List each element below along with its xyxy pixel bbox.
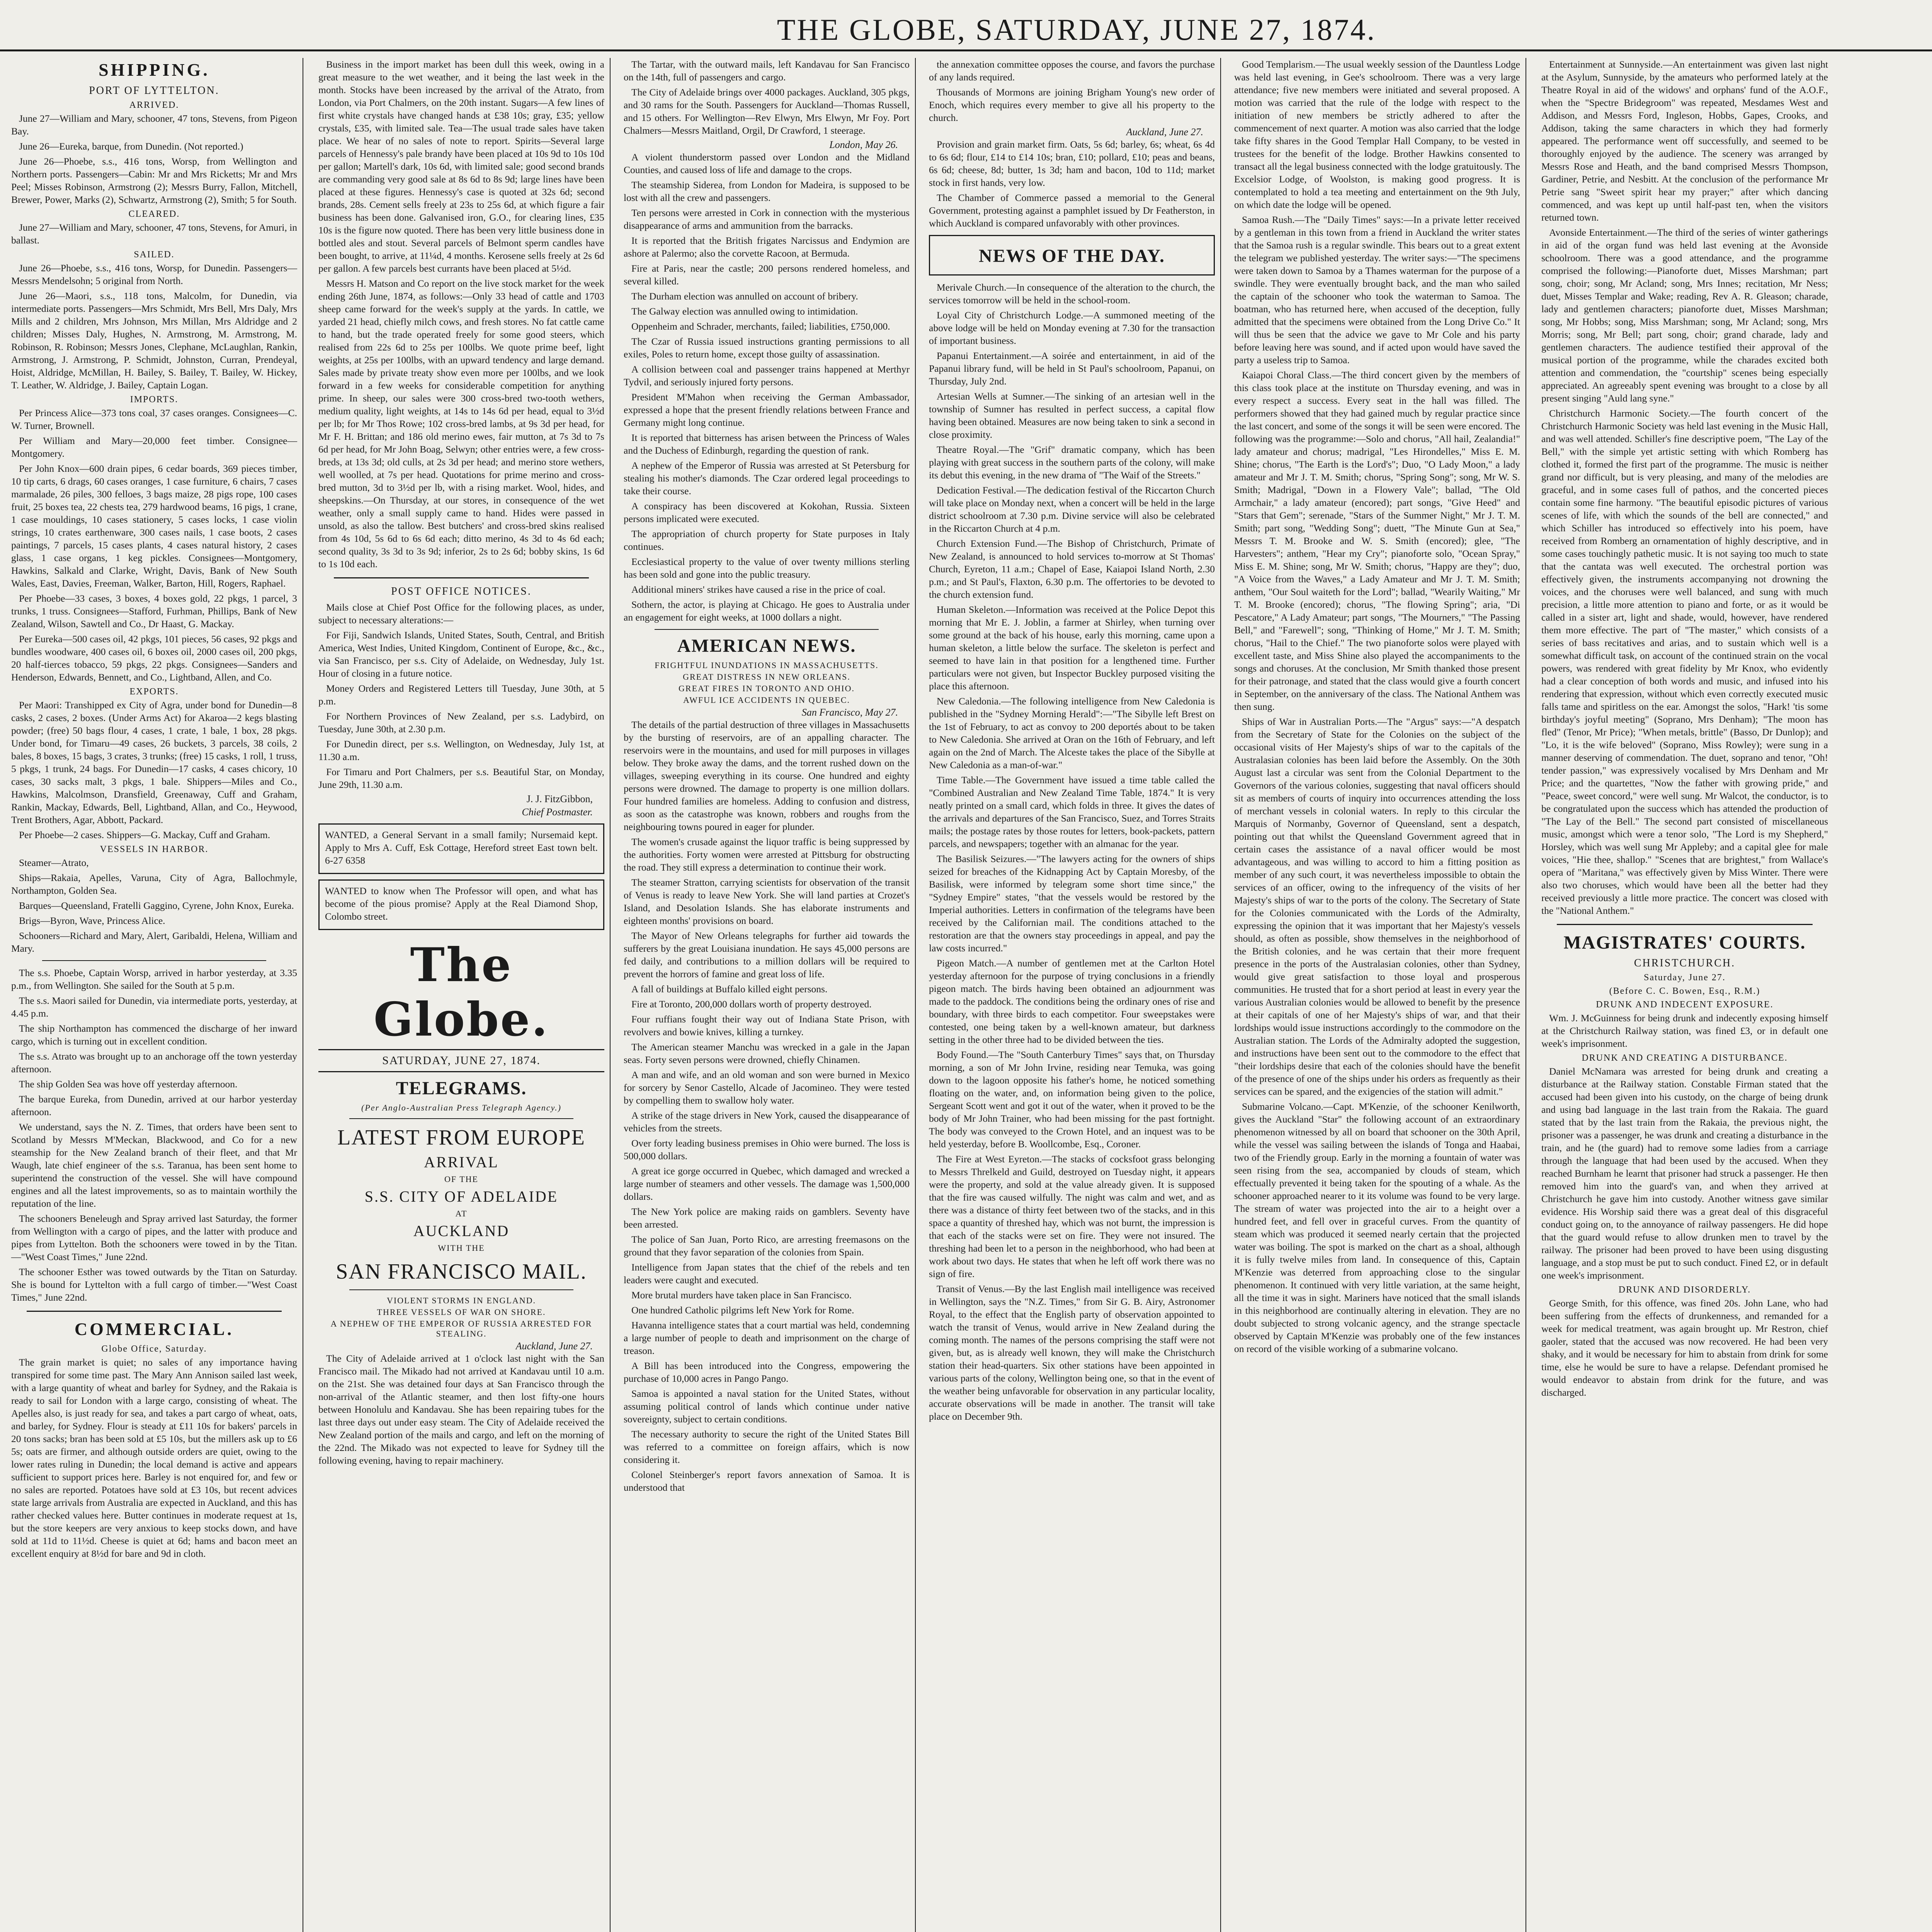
american-text: One hundred Catholic pilgrims left New York for Rome. [631, 1304, 854, 1316]
news-item: Loyal City of Christchurch Lodge.—A summoned meeting of the above lodge will be held on Monday evening at 7.30 for the transaction of important business. [929, 310, 1215, 346]
headline: S.S. CITY OF ADELAIDE [364, 1188, 558, 1205]
exports-item: Per Maori: Transhipped ex City of Agra, under bond for Dunedin—8 casks, 2 cases, 2 boxes. (Under Arms Act) for Akaroa—2 kegs blasting powder; (free) 50 bags flour, 4 cases, 1 crate, 1 bale, 1 box, 28 pkgs. Under bond, for Timaru—49 cases, 26 buckets, 3 parcels, 38 coils, 2 bales, 8 boxes, 15 bags, 3 crates, 3 trunks; (free) 15 casks, 1 roll, 1 truss, 5 pkgs, 1 trunk, 24 bags. For Dunedin—17 casks, 4 cases chicory, 10 cases, 30 sacks malt, 3 pkgs, 1 bale. Shippers—Miles and Co., Hawkins, Malcolmson, Dransfield, Greenaway, Cuff and Graham, Rankin, Mackay, Edwards, Bell, Lightband, Allan, and Co., Heywood, Trent Brothers, Agar, Abbott, Packard. [11, 699, 297, 825]
court-date: Saturday, June 27. [1644, 973, 1726, 983]
shipping-news: The ship Golden Sea was hove off yesterday afternoon. [19, 1078, 238, 1090]
exports-heading: EXPORTS. [129, 687, 179, 697]
port-heading: PORT OF LYTTELTON. [89, 85, 219, 97]
arrived-item: June 26—Eureka, barque, from Dunedin. (Not reported.) [19, 141, 243, 152]
news-item: Artesian Wells at Sumner.—The sinking of an artesian well in the township of Sumner has resulted in perfect success, a capital flow having been obtained. Measures are now being taken to sink a second in close proximity. [929, 391, 1215, 440]
news-item: Papanui Entertainment.—A soirée and entertainment, in aid of the Papanui library fund, will be held in St Paul's schoolroom, Papanui, on Thursday, July 2nd. [929, 350, 1215, 387]
telegram-text: The Durham election was annulled on account of bribery. [631, 291, 858, 302]
headline: AUCKLAND [413, 1222, 510, 1240]
case-heading: DRUNK AND DISORDERLY. [1618, 1285, 1751, 1295]
news-of-the-day-heading: NEWS OF THE DAY. [979, 246, 1165, 266]
news-item: Kaiapoi Choral Class.—The third concert given by the members of this class took place at the institute on Thursday evening, and was in every respect a success. Every seat in the hall was filled. The performers showed that they had gained much by regular practice since the last concert, and some of the songs it will be seen were encored. The following was the programme:—Solo and chorus, "All hail, Zealandia!" lady amateur and chorus; madrigal, "Les Hirondelles," Miss E. M. Shine; chorus, "The Earth is the Lord's"; Duo, "O Lady Moon," a lady amateur and Mr J. T. M. Smith; chorus, "Spring Song"; song, Mr W. S. Smith; Madrigal, "Down in a Flowery Vale"; ballad, "The Old Armchair," a lady amateur (encored); part songs, "Give Heed" and "Stars that Gem"; serenade, "Stars of the Summer Night," Mr J. T. M. Smith; part song, "Wedding Song"; duett, "The Minute Gun at Sea," Messrs T. M. Brooke and W. S. Smith (encored); glee, "The Harvesters"; anthem, "Hear my Cry"; pianoforte solo, "Ocean Spray," Miss E. M. Shine; song, Mr W. Smith; chorus, "Happy are they"; duo, "A Voice from the Waves," a Lady Amateur and Mr J. T. M. Smith; anthem, "Our Soul waiteth for the Lord"; ballad, "Wearily Waiting," Mr T. M. Brooke (encored); chorus, "The flowing Spring"; aria, "Di Pescatore," A Lady Amateur; part songs, "The Mourners," "The Passing Bell," and "Farewell"; song, "Thinking of Home," Mr J. T. M. Smith; chorus, "Hail to the Chief." The two pianoforte solos were played with excellent taste, and Miss Shine also played the accompaniments to the songs and choruses. At the conclusion, Mr Smith thanked those present for their patronage, and stated that the class would give a fourth concert in September, on the anniversary of the class. The National Anthem was then sung. [1234, 369, 1520, 712]
divider [334, 577, 589, 578]
news-item: Church Extension Fund.—The Bishop of Christchurch, Primate of New Zealand, is announced to hold services to-morrow at St Thomas' Church, Eyreton, 11 a.m.; Chapel of Ease, Kaiapoi Island North, 2.30 p.m.; and St Paul's, Flaxton, 6.30 p.m. The offertories to be devoted to the church extension fund. [929, 538, 1215, 600]
imports-item: Per Princess Alice—373 tons coal, 37 cases oranges. Consignees—C. W. Turner, Brownell. [11, 407, 297, 431]
news-item: Entertainment at Sunnyside.—An entertainment was given last night at the Asylum, Sunnyside, by the amateurs who performed lately at the Theatre Royal in aid of the widows' and orphans' fund of the A.O.F., when the "Spectre Bridegroom" was repeated, Mesdames West and Addison, and Messrs Ford, Ingleson, Hobbs, Gapes, Crooks, and Addison, taking the same characters in which they had formerly appeared. The performance went off successfully, and seemed to be thoroughly enjoyed by the audience. The scenery was arranged by Messrs Rose and Heath, and the band comprised Messrs Thompson, Gardiner, Petrie, and Nesbitt. At the conclusion of the performance Mr Petrie sang "Sweet spirit hear my prayer;" after which dancing commenced, and was kept up until half-past ten, when the visitors returned town. [1541, 59, 1828, 223]
shipping-news: The schooner Esther was towed outwards by the Titan on Saturday. She is bound for Lyttelton with a full cargo of timber.—"West Coast Times," June 22nd. [11, 1266, 297, 1303]
post-office-text: Mails close at Chief Post Office for the following places, as under, subject to necessary alterations:— [318, 602, 604, 626]
telegram-text: A conspiracy has been discovered at Kokohan, Russia. Sixteen persons implicated were executed. [624, 500, 910, 524]
headline: SAN FRANCISCO MAIL. [336, 1260, 587, 1284]
shipping-news: The barque Eureka, from Dunedin, arrived at our harbor yesterday afternoon. [11, 1094, 297, 1117]
telegram-text: The City of Adelaide brings over 4000 packages. Auckland, 305 pkgs, and 30 rams for the South. Passengers for Auckland—Thomas Russell, and 15 others. For Wellington—Rev Elwyn, Mrs Elwyn, Mr Foy. Port Chalmers—Messrs Maitland, Orgil, Dr Crawford, 1 steerage. [624, 87, 910, 136]
american-text: The New York police are making raids on gamblers. Seventy have been arrested. [624, 1206, 910, 1230]
telegram-text: The City of Adelaide arrived at 1 o'clock last night with the San Francisco mail. The Mikado had not arrived at Kandavau until 10 a.m. on the 21st. She was detained four days at San Francisco through the non-arrival of the Atlantic steamer, and then lost fifty-one hours between Honolulu and Kandavau. She has been repairing tubes for the last three days out under easy steam. The City of Adelaide received the New Zealand portion of the mails and cargo, and left on the morning of the 22nd. The Mikado was not expected to leave for Sydney till the following evening, having to repair machinery. [318, 1353, 604, 1466]
american-text: Thousands of Mormons are joining Brigham Young's new order of Enoch, which requires every member to give all his property to the church. [929, 87, 1215, 123]
case-heading: DRUNK AND INDECENT EXPOSURE. [1596, 1000, 1774, 1010]
news-item: Human Skeleton.—Information was received at the Police Depot this morning that Mr E. J. Joblin, a farmer at Shirley, when turning over some ground at the back of his house, early this morning, came upon a human skeleton, a little below the surface. The skeleton is perfect and seemed to have lain in that position for a lengthened time. Further particulars were not given, but Inspector Buckley purposed visiting the place this afternoon. [929, 604, 1215, 692]
exports-item: Per Phoebe—2 cases. Shippers—G. Mackay, Cuff and Graham. [19, 829, 270, 840]
american-news-heading: AMERICAN NEWS. [677, 636, 856, 656]
dateline: San Francisco, May 27. [801, 707, 898, 718]
telegram-text: It is reported that bitterness has arisen between the Princess of Wales and the Duchess of Edinburgh, regarding the question of rank. [624, 432, 910, 456]
american-text: A man and wife, and an old woman and son were burned in Mexico for sorcery by Senor Castello, Alcade of Jacomineo. They were tested by compelling them to swallow holy water. [624, 1069, 910, 1106]
imports-item: Per John Knox—600 drain pipes, 6 cedar boards, 369 pieces timber, 10 tip carts, 6 drags, 60 cases oranges, 1 case furniture, 6 chairs, 7 cases marmalade, 26 piles, 300 felloes, 3 bags maize, 28 pigs rope, 100 cases fruit, 25 boxes tea, 22 chests tea, 279 hardwood beams, 16 pigs, 1 crane, 1 case mouldings, 10 cases stationery, 5 cases locks, 1 case violin strings, 10 crates earthenware, 300 cases nails, 1 case boots, 2 cases paintings, 7 parcels, 15 cases plants, 4 cases natural history, 2 cases glass, 1 case organs, 1 keg pickles. Consignees—Montgomery, Hawkins, Salkald and Clarke, Wright, Davis, Bank of New South Wales, East, Davies, Freeman, Walker, Barton, Hill, Rogers, Raphael. [11, 463, 297, 589]
postmaster-signature: J. J. FitzGibbon, [526, 793, 593, 804]
imports-heading: IMPORTS. [130, 395, 179, 405]
arrived-item: June 26—Phoebe, s.s., 416 tons, Worsp, from Wellington and Northern ports. Passengers—Cabin: Mr and Mrs Ricketts; Mr and Mrs Peel; Misses Robinson, Armstrong (2); Messrs Burry, Fallon, Mitchell, Brewer, Power, Marks (2), Schwartz, Armstrong (2), Smith; 5 for South. [11, 156, 297, 205]
american-text: Intelligence from Japan states that the chief of the rebels and ten leaders were caught and executed. [624, 1262, 910, 1286]
telegram-text: The Czar of Russia issued instructions granting permissions to all exiles, Poles to return home, except those guilty of assassination. [624, 336, 910, 360]
headline: WITH THE [438, 1243, 485, 1253]
news-item: Time Table.—The Government have issued a time table called the "Combined Australian and New Zealand Time Table, 1874." It is very neatly printed on a small card, which folds in three. It gives the dates of the arrivals and departures of the San Francisco, Suez, and Torres Straits mails; the postage rates by those routes for letters, book-packets, pattern parcels, and newspapers; together with an almanac for the year. [929, 774, 1215, 849]
news-item: Body Found.—The "South Canterbury Times" says that, on Thursday morning, a son of Mr John Irvine, residing near Temuka, was going down to the lagoon opposite his father's home, he noticed something floating on the water, and, on information being given to the police, Sergeant Scott went and got it out of the water, when it proved to be the body of Mr John Trainer, who had been missing for the past fortnight. The body was conveyed to the Crown Hotel, and an inquest was to be held yesterday, before B. Woollcombe, Esq., Coroner. [929, 1049, 1215, 1150]
shipping-news: The s.s. Phoebe, Captain Worsp, arrived in harbor yesterday, at 3.35 p.m., from Wellington. She sailed for the South at 5 p.m. [11, 967, 297, 991]
telegrams-heading: TELEGRAMS. [396, 1078, 527, 1099]
post-office-text: For Northern Provinces of New Zealand, per s.s. Ladybird, on Tuesday, June 30th, at 2.30 p.m. [318, 711, 604, 735]
commercial-text: The grain market is quiet; no sales of any importance having transpired for some time past. The Mary Ann Annison sailed last week, with a large quantity of wheat and barley for Sydney, and the Rakaia is ready to sail for London with a large cargo, consisting of wheat. The Apelles also, is just ready for sea, and takes a part cargo of wheat, oats, and barley, for Sydney. Flour is steady at £11 10s for bakers' parcels in 20 tons sacks; bran has been sold at £5 10s, but the millers ask up to £6 5s; oats are firmer, and although outside orders are quiet, owing to the lower rates ruling in Dunedin; the local demand is active and appears sufficient to support prices here. Barley is not enquired for, and few or no sales are reported. Potatoes have sold at £3 10s, but recent advices state large arrivals from Australia are expected in Auckland, and this has rather checked values here. Butter continues in moderate request at 1s, but the store keepers are very anxious to keep stocks down, and have sold at 11d to 11½d. Cheese is quiet at 6d; hams and bacon meet an excellent enquiry at 8½d for bare and 9d in cloth. [11, 1357, 297, 1559]
divider [42, 960, 266, 961]
shipping-news: The s.s. Maori sailed for Dunedin, via intermediate ports, yesterday, at 4.45 p.m. [11, 995, 297, 1019]
american-text: Four ruffians fought their way out of Indiana State Prison, with revolvers and bowie knives, killing a turnkey. [624, 1014, 910, 1037]
subheadline: GREAT DISTRESS IN NEW ORLEANS. [683, 672, 850, 682]
headline: LATEST FROM EUROPE [337, 1126, 585, 1150]
telegram-text: Additional miners' strikes have caused a rise in the price of coal. [631, 584, 886, 595]
column-6 [1536, 58, 1833, 1932]
news-item: Transit of Venus.—By the last English mail intelligence was received in Wellington, says the "N.Z. Times," from Sir G. B. Airy, Astronomer Royal, to the effect that the English party of observation appointed to watch the transit of Venus, would arrive in New Zealand during the coming month. The names of the persons comprising the staff were not given, but, as is already well known, they will make the Christchurch station their head-quarters. Six other stations have been appointed in various parts of the colony, Wellington being one, so that in the event of the weather being unfavorable for observation in any particular locality, accurate observations will be made in another. The transit will take place on December 9th. [929, 1283, 1215, 1422]
column-3 [618, 58, 916, 1932]
sailed-item: June 26—Phoebe, s.s., 416 tons, Worsp, for Dunedin. Passengers—Messrs Mendelsohn; 5 original from North. [11, 262, 297, 286]
post-office-text: For Fiji, Sandwich Islands, United States, South, Central, and British America, West Indies, United Kingdom, Continent of Europe, &c., &c., via San Francisco, per s.s. City of Adelaide, on Wednesday, July 1st. Hour of closing in a future notice. [318, 629, 604, 679]
news-item: The Basilisk Seizures.—"The lawyers acting for the owners of ships seized for breaches of the Kidnapping Act by Captain Moresby, of the Basilisk, were informed by telegram some short time since," the "Sydney Empire" states, "that the vessels would be restored by the Imperial authorities. Letters in confirmation of the telegrams have been received by the Californian mail. The conditions attached to the restoration are that the owners stay proceedings in appeal, and pay the law costs incurred." [929, 853, 1215, 954]
post-office-text: For Dunedin direct, per s.s. Wellington, on Wednesday, July 1st, at 11.30 a.m. [318, 738, 604, 762]
case-text: Wm. J. McGuinness for being drunk and indecently exposing himself at the Christchurch Railway station, was fined £3, or in default one week's imprisonment. [1541, 1012, 1828, 1049]
news-item: Avonside Entertainment.—The third of the series of winter gatherings in aid of the organ fund was held last evening at the Avonside schoolroom. There was a good attendance, and the programme comprised the following:—Pianoforte duet, Misses Marshman; part song, choir; song, Mr Acland; song, Mrs Innes; recitation, Mr Ness; duet, Misses Templar and Wake; reading, Rev A. R. Gleason; charade, lady and gentlemen characters; pianoforte duet, Misses Marshman; song, Mr Hobbs; song, Miss Marshman; song, Mr Acland; song, Mrs Morris; song, Mr Bell; part song, choir; grand charade, lady and gentlemen characters. The audience testified their approval of the musical portion of the programme, while the charades excited both attention and commendation, the "courtship" scenes being especially appreciated. An agreeably spent evening was brought to a close by all present singing "Auld lang syne." [1541, 227, 1828, 404]
ad-text: WANTED to know when The Professor will open, and what has become of the pious promise? Apply at the Real Diamond Shop, Colombo street. [325, 885, 598, 922]
news-item: The Fire at West Eyreton.—The stacks of cocksfoot grass belonging to Messrs Threlkeld and Guild, destroyed on Tuesday night, it appears were the property, and sold at the value already given. It is supposed that the fire was caused wilfully. The night was calm and wet, and as there was a distance of thirty feet between two of the stacks, and in this space a quantity of threshed hay, which was not burnt, the impression is that each of the stacks were set on fire. They were not insured. The threshing had been let to a person in the neighborhood, who had been at work about two days. He states that when he left off work there was no sign of fire. [929, 1153, 1215, 1279]
commercial-text: Business in the import market has been dull this week, owing in a great measure to the wet weather, and it being the last week in the month. Stocks have been increased by the arrival of the Atrato, from London, via Port Chalmers, on the 20th instant. Sugars—A few lines of first white crystals have changed hands at £38 10s; gray, £35; yellow crystals, £35, with limited sale. Tea—The usual trade sales have taken place. We hear of no sales of note to report. Spirits—Several large parcels of Hennessy's pale brandy have been placed at 10s 9d to 10s 10d per gallon; Martell's dark, 10s 6d, with limited sale; good second brands are commanding very good sale at 8s 6d to 8s 9d; large lines have been placed at these figures. Hennessy's case is quoted at 32s 6d; second brands, 28s. Cement sells freely at 23s to 25s 6d, at which figure a fair business has been done. Galvanised iron, G.O., for clearing lines, £35 10s is the figure now quoted. There has been very little business done in bottled ales and stout. Several parcels of Belmont sperm candles have been bought, to arrive, at 11¼d, 4 months. Kerosene sells freely at 2s 6d per gallon. A few parcels best currants have been placed at 5½d. [318, 59, 604, 274]
news-item: Good Templarism.—The usual weekly session of the Dauntless Lodge was held last evening, in Gee's schoolroom. There was a very large attendance; five new members were initiated and several proposed. A motion was carried that the rule of the lodge with respect to the initiation of new members be strictly adhered to after the commencement of next quarter. A motion was also carried that the lodge take fifty shares in the Good Templar Hall Company, to be vested in trustees for the benefit of the lodge. Brother Hawkins consented to transact all the legal business connected with the lodge gratuitously. The Excelsior Lodge, of Woolston, is making good progress. It is contemplated to hold a tea meeting and entertainment on the 9th July, on which date the lodge will be opened. [1234, 59, 1520, 210]
telegram-text: Fire at Paris, near the castle; 200 persons rendered homeless, and several killed. [624, 263, 910, 287]
column-1 [6, 58, 303, 1932]
livestock-report: Messrs H. Matson and Co report on the live stock market for the week ending 26th June, 1874, as follows:—Only 33 head of cattle and 1703 sheep came forward for the week's supply at the yards. In cattle, we yarded 21 head, chiefly milch cows, and fresh stores. No fat cattle came to hand, but the trade operated freely for some good steers, which realised from 22s 6d to 25s per 100lbs. We quote prime beef, light weights, at 25s per 100lbs, with an upward tendency and large demand. Sales made by private treaty show even more per 100lbs, and we look forward in a few weeks for considerable competition for anything prime. In sheep, our sales were 300 cross-bred two-tooth wethers, medium quality, light weights, at 14s to 14s 6d per head, equal to 3½d per lb; for Mr Thos Rowe; 102 cross-bred lambs, at 9s 3d per head, for Mr F. H. Brittan; and 186 old merino ewes, fair mutton, at 7s 3d to 7s 6d per head, for Mr John Boag, Selwyn; other entries were, a few cross-breds, at 13s 3d; old culls, at 2s 3d per head; and merino store wethers, well woolled, at 7s per head. Quotations for prime merino and cross-bred mutton, 3d to 3½d per lb, with a rising market. Wool, hides, and sheepskins.—On Thursday, at our stores, in consequence of the wet weather, only a small supply came to hand. Hides were passed in unsold, as also the tallow. Best butchers' and cross-bred skins realised from 4s 10d, 5s 6d to 6s 6d each; ditto merino, 4s 3d to 4s 6d each; second quality, 3s 3d to 3s 9d; inferior, 2s to 2s 6d; bobby skins, 1s 6d to 1s 10d each. [318, 278, 604, 570]
shipping-news: The ship Northampton has commenced the discharge of her inward cargo, which is turning out in excellent condition. [11, 1023, 297, 1047]
telegram-text: President M'Mahon when receiving the German Ambassador, expressed a hope that the present friendly relations between France and Germany might long continue. [624, 391, 910, 428]
case-text: Daniel McNamara was arrested for being drunk and creating a disturbance at the Railway station. Constable Firman stated that the accused had been given into his custody, on the charge of being drunk and using bad language in the last train from the Rakaia. The guard stated that by the last train from the Rakaia, the previous night, the prisoner was a passenger, he was drunk and creating a disturbance in the train, and he (the guard) had to remove some ladies from a carriage through the language that had been used by the accused. When they reached Burnham he learnt that prisoner had struck a passenger. He then removed him into the guard's van, and when they arrived at Christchurch he gave him into custody. Another witness gave similar evidence. His Worship said there was a great deal of this disgraceful conduct going on, to the annoyance of railway passengers. He did hope that the guard would refuse to allow drunken men to travel by the railway. The prisoner had been proved to have been using disgusting language, and a stop must be put to such conduct. Fined £2, or in default one week's imprisonment. [1541, 1066, 1828, 1281]
shipping-news: The s.s. Atrato was brought up to an anchorage off the town yesterday afternoon. [11, 1051, 297, 1075]
post-office-heading: POST OFFICE NOTICES. [391, 585, 532, 597]
telegram-text: The steamship Siderea, from London for Madeira, is supposed to be lost with all the crew and passengers. [624, 179, 910, 203]
subheadline: AWFUL ICE ACCIDENTS IN QUEBEC. [683, 695, 850, 705]
imports-item: Per Phoebe—33 cases, 3 boxes, 4 boxes gold, 22 pkgs, 1 parcel, 3 trunks, 1 truss. Consignees—Stafford, Furhman, Phillips, Bank of New Zealand, Wilson, Sawtell and Co., Dr Haast, G. Mackay. [11, 593, 297, 629]
news-heading-box [929, 235, 1215, 276]
advertisement [318, 823, 604, 874]
shipping-news: We understand, says the N. Z. Times, that orders have been sent to Scotland by Messrs M'Meckan, Blackwood, and Co for a new steamship for the New Zealand branch of their fleet, and that Mr Waugh, late chief engineer of the s.s. Taranua, has been sent home to superintend the construction of the vessel. She will have compound engines and all the latest improvements, so as to maintain worthily the reputation of the line. [11, 1121, 297, 1209]
telegram-text: Provision and grain market firm. Oats, 5s 6d; barley, 6s; wheat, 6s 4d to 6s 6d; flour, £14 to £14 10s; bran, £10; pollard, £10; peas and beans, 6s 6d; cheese, 8d; butter, 1s 3d; ham and bacon, 10d to 11d; market stock in first hands, very low. [929, 139, 1215, 188]
cleared-heading: CLEARED. [128, 209, 180, 219]
american-text: The women's crusade against the liquor traffic is being suppressed by the authorities. Forty women were arrested at Pittsburg for obstructing the road. They still express a determination to continue their work. [624, 836, 910, 873]
news-item: Christchurch Harmonic Society.—The fourth concert of the Christchurch Harmonic Society was held last evening in the Music Hall, and was well attended. Schiller's fine descriptive poem, "The Lay of the Bell," with the simple yet artistic setting with which Romberg has clothed it, formed the first part of the programme. The music is neither grand nor difficult, but is very pleasing, and many of the melodies are graceful, and in some cases full of pathos, and the concerted pieces contain some fine harmony. "The beautiful episodic pictures of various scenes of life, with which the sounds of the bell are connected," and which Schiller has introduced so effectively into his poem, have received from Romberg an ornamentation of highly descriptive, and in some cases touchingly pathetic music. It is not saying too much to state that the cantata was well executed. The orchestral portion was effectively given, the instruments accompanying not drowning the voices, and the choruses were well balanced, and sung with much precision, a little more attention to piano and forte, or as it would be called in a sister art, light and shade, would, however, have rendered them more effective. The part of "The master," which consists of a series of bass recitatives and arias, and to sustain which well is a somewhat difficult task, on account of the continued strain on the vocal powers, was rendered with great fidelity by Mr Knox, who evidently had a clear conception of both words and music, and infused into his rendering that expression, without which even correctly executed music falls tame and spiritless on the ear. Amongst the solos, "Hark! 'tis some birthday's joyful meeting" (Soprano, Mrs Denham); "The moon has fled" (Tenor, Mr Price); "When metals, brittle" (Basso, Dr Dunlop); and "Lo, it is the wife beloved" (Soprano, Miss Rowley); were sung in a manner deserving of commendation. The duet, soprano and tenor, "Oh! tender passion," was expressively vocalised by Mrs Denham and Mr Price; and the quartettes, "Now the father with growing pride," and "Peace, sweet concord," were well sung. Mr Walcot, the conductor, is to be congratulated upon the success which has attended the production of "The Lay of the Bell." The second part consisted of miscellaneous music, amongst which were a tenor solo, "The Lord is my Shepherd," Horsley, which was well sung Mr Appleby; and a capital glee for male voices, "Hie thee, shallop." "Scenes that are brightest," from Wallace's opera of "Maritana," was effectively given by Miss Winter. There were also two choruses, which would have been all the better had they received previously a little more practice. The concert was closed with the "National Anthem." [1541, 408, 1828, 916]
telegram-text: The Galway election was annulled owing to intimidation. [631, 306, 858, 317]
american-text: The steamer Stratton, carrying scientists for observation of the transit of Venus is ready to leave New York. She will land parties at Crozet's Island, and Desolation Islands. She has elaborate instruments and eighteen months' provisions on board. [624, 877, 910, 926]
divider [1557, 924, 1813, 925]
dateline: Auckland, June 27. [515, 1340, 593, 1352]
news-item: Samoa Rush.—The "Daily Times" says:—In a private letter received by a gentleman in this town from a friend in Auckland the writer states that the Samoa rush is a regular swindle. This bears out to a great extent the telegram we published yesterday. The writer says:—"The specimens were taken down to Samoa by a Thames waterman for the purpose of a swindle. They were eventually brought back, and the man who sailed the captain of the schooner who took the waterman to Samoa. The boatman, who has returned here, when accused of the deception, fully admitted that the specimens were obtained from the Long Drive Co." It will thus be seen that the advice we gave to Mr Cole and his party before leaving here was sound, and if acted upon would have saved the party a useless trip to Samoa. [1234, 214, 1520, 366]
imports-item: Per Eureka—500 cases oil, 42 pkgs, 101 pieces, 56 cases, 92 pkgs and bundles woodware, 400 cases oil, 6 boxes oil, 2000 cases oil, 200 pkgs, 20 half-tierces tobacco, 59 pkgs, 22 pkgs. Consignees—Sanders and Henderson, Edwards, Bennett, and Co., Lightband, Allen, and Co. [11, 633, 297, 683]
american-text: The necessary authority to secure the right of the United States Bill was referred to a committee on foreign affairs, which is now considering it. [624, 1429, 910, 1465]
american-text: More brutal murders have taken place in San Francisco. [631, 1289, 852, 1301]
shipping-news: The schooners Beneleugh and Spray arrived last Saturday, the former from Wellington with a cargo of pipes, and the latter with produce and pipes from Lyttelton. Both the schooners were towed in by the Titan.—"West Coast Times," June 22nd. [11, 1213, 297, 1262]
american-text: A great ice gorge occurred in Quebec, which damaged and wrecked a large number of steamers and other vessels. The damage was 1,500,000 dollars. [624, 1165, 910, 1202]
case-text: George Smith, for this offence, was fined 20s. John Lane, who had been suffering from the effects of drunkenness, and remanded for a week for medical treatment, was again brought up. Mr Restron, chief gaoler, stated that the accused was now recovered. He had been very shaky, and it would be necessary for him to abstain from drink for some time, else he would be sure to have a relapse. Defendant promised he would endeavor to abstain from drink for the future, and was discharged. [1541, 1298, 1828, 1398]
american-text: the annexation committee opposes the course, and favors the purchase of any lands required. [929, 59, 1215, 83]
american-text: A Bill has been introduced into the Congress, empowering the purchase of 10,000 acres in Pango Pango. [624, 1360, 910, 1384]
american-text: The police of San Juan, Porto Rico, are arresting freemasons on the ground that they favor separation of the colonies from Spain. [624, 1234, 910, 1258]
subheadline: VIOLENT STORMS IN ENGLAND. [386, 1296, 536, 1305]
american-text: Havanna intelligence states that a court martial was held, condemning a large number of people to death and imprisonment on the charge of treason. [624, 1320, 910, 1356]
telegram-text: A nephew of the Emperor of Russia was arrested at St Petersburg for stealing his mother's diamonds. The Czar ordered legal proceedings to take their course. [624, 460, 910, 497]
telegram-text: A violent thunderstorm passed over London and the Midland Counties, and caused loss of life and damage to the crops. [624, 151, 910, 175]
telegram-text: Ten persons were arrested in Cork in connection with the mysterious disappearance of arms and ammunition from the barracks. [624, 207, 910, 231]
commercial-subheading: Globe Office, Saturday. [101, 1344, 207, 1354]
cleared-item: June 27—William and Mary, schooner, 47 tons, Stevens, for Amuri, in ballast. [11, 222, 297, 246]
globe-dateline: SATURDAY, JUNE 27, 1874. [318, 1049, 604, 1072]
news-item: Merivale Church.—In consequence of the alteration to the church, the services tomorrow will be held in the school-room. [929, 282, 1215, 306]
subheadline: THREE VESSELS OF WAR ON SHORE. [377, 1307, 546, 1317]
divider [27, 1311, 282, 1312]
sailed-heading: SAILED. [134, 250, 175, 260]
vessels-item: Barques—Queensland, Fratelli Gaggino, Cyrene, John Knox, Eureka. [19, 900, 294, 911]
divider [349, 1289, 573, 1290]
american-text: The Mayor of New Orleans telegraphs for further aid towards the sufferers by the great Louisiana inundation. He says 45,000 persons are fed daily, and contributions to a million dollars will be required to prevent the horrors of famine and great loss of life. [624, 930, 910, 980]
ad-text: WANTED, a General Servant in a small family; Nursemaid kept. Apply to Mrs A. Cuff, Esk Cottage, Hereford street East town belt. 6-27 6358 [325, 829, 598, 866]
column-5 [1229, 58, 1526, 1932]
column-2 [313, 58, 611, 1932]
american-text: Over forty leading business premises in Ohio were burned. The loss is 500,000 dollars. [624, 1138, 910, 1162]
vessels-heading: VESSELS IN HARBOR. [100, 844, 209, 854]
american-text: Fire at Toronto, 200,000 dollars worth of property destroyed. [631, 998, 872, 1010]
telegram-text: The Chamber of Commerce passed a memorial to the General Government, protesting against a pamphlet issued by Dr Featherston, in which Auckland is compared unfavorably with other provinces. [929, 192, 1215, 229]
telegram-text: Oppenheim and Schrader, merchants, failed; liabilities, £750,000. [631, 321, 890, 332]
dateline: Auckland, June 27. [1126, 126, 1203, 138]
commercial-heading: COMMERCIAL. [74, 1319, 234, 1339]
news-item: Ships of War in Australian Ports.—The "Argus" says:—"A despatch from the Secretary of State for the Colonies on the subject of the occasional visits of Her Majesty's ships of war to the capitals of the Australasian colonies has been laid before the Assembly. On the 30th August last a circular was sent from the Colonial Department to the Governors of the various colonies, suggesting that naval officers should sit as members of courts of inquiry into occurrences attending the loss of merchant vessels in colonial waters. In reply to this circular the Marquis of Normanby, Governor of Queensland, sent a despatch, pointing out that whilst the Queensland Government agreed that in certain cases the assistance of a naval officer would be most advantageous, and was willing to accord to him a fitting position as member of any such court, it was nevertheless impossible to obtain the services of an officer, owing to the infrequency of the visits of her Majesty's ships of war to the ports of the colony. The Secretary of State for the Colonies communicated with the Lords of the Admiralty, expressing the opinion that it was important that her Majesty's vessels should, as often as possible, show themselves in the neighborhood of the British colonies, and he was certain that their more frequent presence in the ports of the Australasian colonies, other than Sydney, would give great satisfaction to those loyal and prosperous communities. He trusted that for a short period at least in every year the various Australian colonies would be allowed to benefit by the presence at their capitals of one of her Majesty's ships of war, and that their lordships would issue instructions accordingly to the commodore on the Australian station. The Lords of the Admiralty adopted the suggestion, and instructions have been sent out to the commodore to the effect that "their lordships desire that each of the colonies should have the benefit of the presence of one of the ships under his orders as frequently as their services can be spared, and the exigencies of the station will admit." [1234, 716, 1520, 1097]
post-office-text: Money Orders and Registered Letters till Tuesday, June 30th, at 5 p.m. [318, 683, 604, 707]
news-item: New Caledonia.—The following intelligence from New Caledonia is published in the "Sydney Morning Herald":—"The Sibylle left Brest on the 1st of February, to act as convoy to 200 deportés about to be taken to New Caledonia. She arrived at Oran on the 16th of February, and left again on the 2nd of March. The Alceste takes the place of the Sibylle at New Caledonia as a man-of-war." [929, 696, 1215, 770]
headline: OF THE [444, 1174, 478, 1184]
telegram-text: The appropriation of church property for State purposes in Italy continues. [624, 528, 910, 552]
american-text: Samoa is appointed a naval station for the United States, without assuming political control of lands which continue under native sovereignty, subject to certain conditions. [624, 1388, 910, 1425]
shipping-heading: SHIPPING. [99, 60, 210, 80]
case-heading: DRUNK AND CREATING A DISTURBANCE. [1582, 1053, 1788, 1063]
news-item: Theatre Royal.—The "Grif" dramatic company, which has been playing with great success in the southern parts of the colony, will make its debut this evening, in the new drama of "The Waif of the Streets." [929, 444, 1215, 481]
telegram-text: It is reported that the British frigates Narcissus and Endymion are ashore at Palermo; also the corvette Racoon, at Bermuda. [624, 235, 910, 259]
sailed-item: June 26—Maori, s.s., 118 tons, Malcolm, for Dunedin, via intermediate ports. Passengers—Mrs Schmidt, Mrs Bell, Mrs Daly, Mrs Mills and 2 children, Mrs Johnson, Mrs Millan, Mrs Aldridge and 2 children; Misses Daly, Hughes, N. Armstrong, M. Armstrong, M. Robinson, R. Robinson; Messrs Jones, Clephane, McLaughlan, Rankin, Armstrong, J. Armstrong, P. Schmidt, Johnston, Curran, Prendeyal, Hoist, Aldridge, McMillan, H. Bailey, S. Bailey, T. Bailey, W. Hickey, T. Leather, W. Aldridge, J. Bailey, Captain Logan. [11, 290, 297, 391]
masthead: THE GLOBE, SATURDAY, JUNE 27, 1874. [0, 7, 1932, 51]
telegram-text: A collision between coal and passenger trains happened at Merthyr Tydvil, and seriously injured forty persons. [624, 364, 910, 388]
american-text: A strike of the stage drivers in New York, caused the disappearance of vehicles from the streets. [624, 1110, 910, 1134]
headline: ARRIVAL [424, 1153, 499, 1171]
post-office-text: For Timaru and Port Chalmers, per s.s. Beautiful Star, on Monday, June 29th, 11.30 a.m. [318, 766, 604, 790]
news-item: Submarine Volcano.—Capt. M'Kenzie, of the schooner Kenilworth, gives the Auckland "Star" the following account of an extraordinary phenomenon witnessed by all on board that schooner on the 30th April, while the vessel was sailing between the islands of Tonga and Haabai, two of the Friendly group. Early in the morning a fountain of water was seen rising from the sea, accompanied by clouds of steam, which effectually prevented it being taken for the spouting of a whale. As the schooner approached nearer to it its volume was found to be very large. The stream of water was projected into the air to a height over a hundred feet, and fell over in graceful curves. From the quantity of steam which was produced it seemed nearly certain that the projected water was boiling. The spot is marked on the chart as a shoal, although it is fully twelve miles from land. In consequence of this, Captain M'Kenzie was deterred from approaching close to the singular phenomenon. It continued with very little variation, at the same height, all the time it was in sight. Mariners have noticed that the small islands in this neighborhood are continually altering in elevation. They are no doubt subjected to strong volcanic agency, and the strange spectacle observed by Captain M'Kenzie was probably one of the few instances on record of the visible working of a submarine volcano. [1234, 1101, 1520, 1354]
divider [349, 1118, 573, 1119]
subheadline: FRIGHTFUL INUNDATIONS IN MASSACHUSETTS. [655, 660, 879, 670]
divider [655, 629, 879, 630]
american-text: The details of the partial destruction of three villages in Massachusetts by the bursting of reservoirs, are of an appalling character. The reservoirs were in the mountains, and used for mill purposes in villages below. They broke away the dams, and the torrent rushed down on the villages, sweeping everything in its course. One hundred and eighty persons were drowned. The damage to property is one million dollars. Four hundred families are homeless. Adding to confusion and distress, as soon as the catastrophe was known, robbers and roughs from the neighbouring towns poured in eager for plunder. [624, 719, 910, 832]
telegram-text: Sothern, the actor, is playing at Chicago. He goes to Australia under an engagement for eight weeks, at 1000 dollars a night. [624, 599, 910, 623]
magistrates-heading: MAGISTRATES' COURTS. [1563, 932, 1806, 953]
news-item: Pigeon Match.—A number of gentlemen met at the Carlton Hotel yesterday afternoon for the purpose of trying conclusions in a friendly pigeon match. The birds having been obtained an adjournment was made to the paddock. The conditions being the ordinary ones of rise and boundary, with three birds to each competitor. Four sweepstakes were contested, one being taken by a well-known amateur, but darkness setting in the other three had to be divided between the ties. [929, 957, 1215, 1045]
news-item: Dedication Festival.—The dedication festival of the Riccarton Church will take place on Monday next, when a concert will be held in the large district schoolroom at 7.30 p.m. Divine service will also be celebrated in the Riccarton Church at 4 p.m. [929, 485, 1215, 534]
postmaster-title: Chief Postmaster. [522, 806, 593, 818]
vessels-item: Brigs—Byron, Wave, Princess Alice. [19, 915, 165, 926]
agency-note: (Per Anglo-Australian Press Telegraph Agency.) [361, 1103, 561, 1112]
court-location: CHRISTCHURCH. [1634, 957, 1736, 969]
advertisement [318, 879, 604, 930]
vessels-item: Schooners—Richard and Mary, Alert, Garibaldi, Helena, William and Mary. [11, 930, 297, 954]
vessels-item: Ships—Rakaia, Apelles, Varuna, City of Agra, Ballochmyle, Northampton, Golden Sea. [11, 872, 297, 896]
imports-item: Per William and Mary—20,000 feet timber. Consignee—Montgomery. [11, 435, 297, 459]
column-4 [923, 58, 1221, 1932]
american-text: Colonel Steinberger's report favors annexation of Samoa. It is understood that [624, 1469, 910, 1493]
dateline: London, May 26. [829, 139, 898, 150]
vessels-item: Steamer—Atrato, [19, 857, 89, 868]
arrived-heading: ARRIVED. [129, 100, 179, 110]
telegram-text: Ecclesiastical property to the value of over twenty millions sterling has been sold and gone into the public treasury. [624, 556, 910, 580]
globe-title: The Globe. [373, 938, 549, 1047]
american-text: The American steamer Manchu was wrecked in a gale in the Japan seas. Forty seven persons were drowned, chiefly Chinamen. [624, 1041, 910, 1065]
telegram-text: The Tartar, with the outward mails, left Kandavau for San Francisco on the 14th, full of passengers and cargo. [624, 59, 910, 83]
court-magistrate: (Before C. C. Bowen, Esq., R.M.) [1609, 986, 1760, 996]
headline: AT [455, 1209, 468, 1218]
subheadline: A NEPHEW OF THE EMPEROR OF RUSSIA ARRESTED FOR STEALING. [330, 1319, 592, 1338]
subheadline: GREAT FIRES IN TORONTO AND OHIO. [679, 684, 855, 693]
arrived-item: June 27—William and Mary, schooner, 47 tons, Stevens, from Pigeon Bay. [11, 113, 297, 137]
american-text: A fall of buildings at Buffalo killed eight persons. [631, 983, 828, 995]
